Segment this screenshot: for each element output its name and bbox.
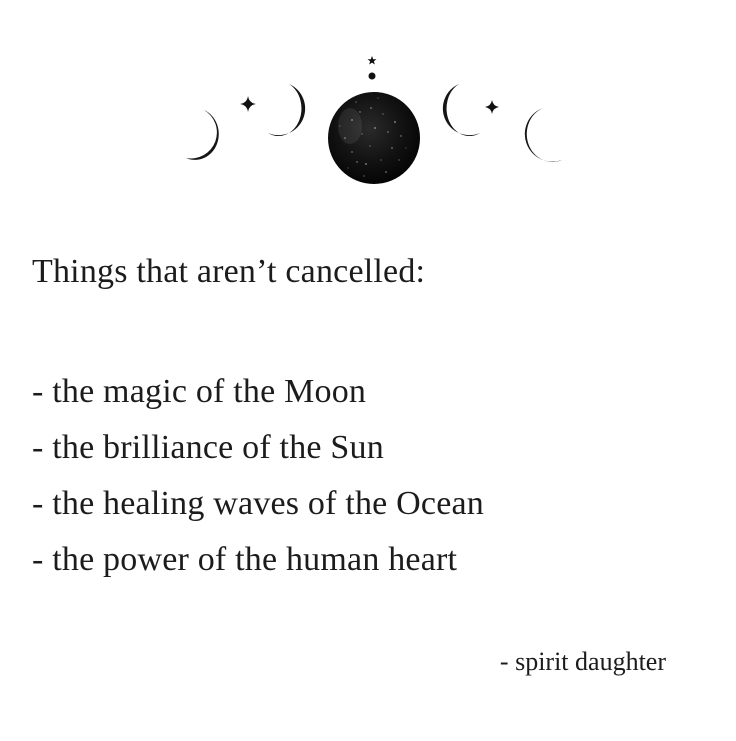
attribution: - spirit daughter bbox=[499, 647, 666, 676]
moon-phases-illustration bbox=[170, 48, 570, 198]
list-item: - the magic of the Moon bbox=[32, 373, 367, 410]
list-item: - the healing waves of the Ocean bbox=[32, 485, 484, 522]
sparkle-icon bbox=[485, 100, 499, 114]
waxing-crescent-icon bbox=[186, 110, 219, 160]
dot-icon bbox=[369, 73, 376, 80]
quote-heading: Things that aren’t cancelled: bbox=[32, 253, 426, 290]
first-quarter-icon bbox=[268, 84, 305, 136]
list-item: - the power of the human heart bbox=[32, 541, 458, 578]
last-quarter-icon bbox=[443, 84, 480, 136]
waning-crescent-icon bbox=[525, 108, 562, 162]
quote-list bbox=[32, 364, 484, 588]
full-moon-icon bbox=[328, 92, 420, 184]
list-item: - the brilliance of the Sun bbox=[32, 429, 384, 466]
sparkle-icon bbox=[240, 96, 256, 112]
star-icon bbox=[368, 56, 377, 65]
